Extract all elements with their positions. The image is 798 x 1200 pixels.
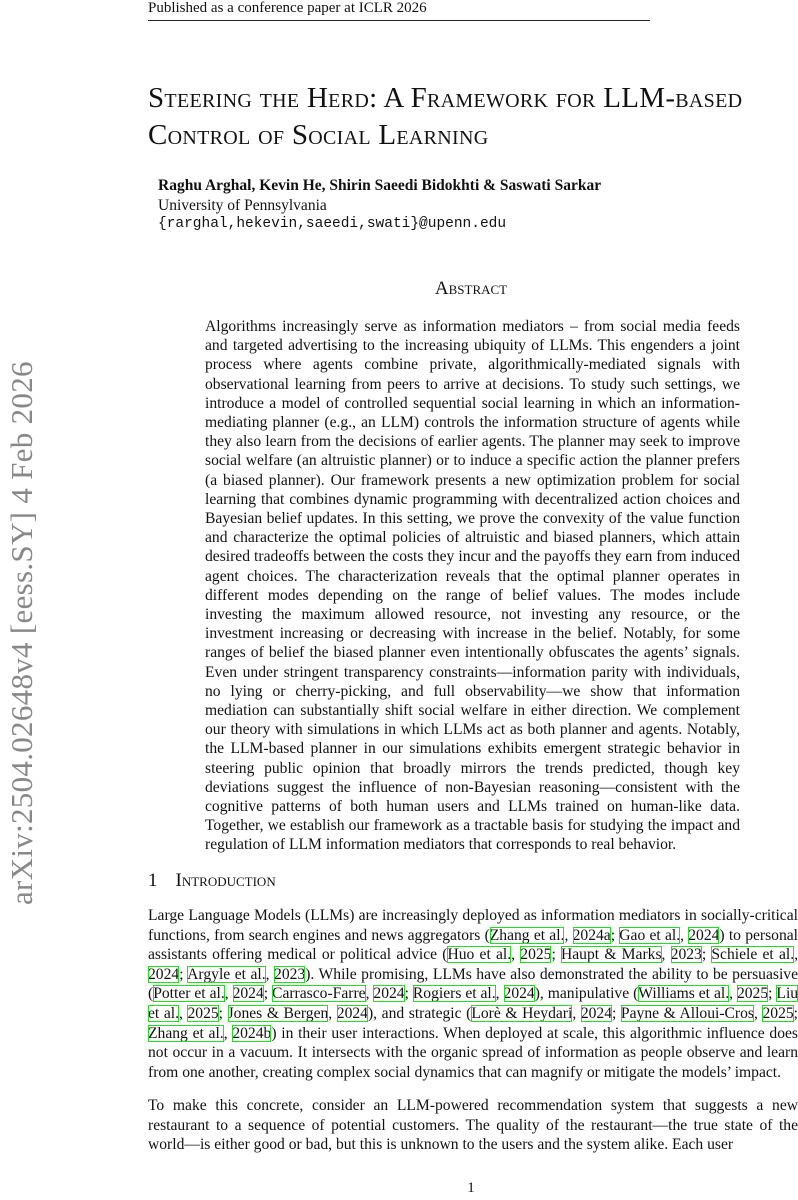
abstract-text: Algorithms increasingly serve as information mediators – from social media feeds and targeted advertising to the increasing ubiquity of LLMs. This engenders a joint process where agents combine private, algorithmically-mediated signals with observational learning from peers to arrive at decisions. To study such settings, we introduce a model of controlled sequential social learning in which an information-mediating planner (e.g., an LLM) controls the information structure of agents while they also learn from the decisions of earlier agents. The planner may seek to improve social welfare (an altruistic planner) or to induce a specific action the planner prefers (a biased planner). Our framework presents a new optimization problem for social learning that combines dynamic programming with decentralized action choices and Bayesian belief updates. In this setting, we prove the convexity of the value function and characterize the optimal policies of altruistic and biased planners, which attain desired tradeoffs between the costs they incur and the payoffs they earn from induced agent choices. The characterization reveals that the optimal planner operates in different modes depending on the range of belief values. The modes include investing the maximum allowed resource, not investing any resource, or the investment increasing or decreasing with increase in the belief. Notably, for some ranges of belief the biased planner even intentionally obfuscates the agents’ signals. Even under stringent transparency constraints—information parity with individuals, no lying or cherry-picking, and full observability—we show that information mediation can substantially shift social welfare in either direction. We complement our theory with simulations in which LLMs act as both planner and agents. Notably, the LLM-based planner in our simulations exhibits emergent strategic behavior in steering public opinion that broadly mirrors the trends predicted, though key deviations suggest the influence of non-Bayesian reasoning—consistent with the cognitive patterns of both human users and LLMs trained on human-like data. Together, we establish our framework as a tractable basis for studying the impact and regulation of LLM information mediators that corresponds to real behavior. [205,318,740,854]
citation-link[interactable]: 2025 [520,946,552,964]
citation-link[interactable]: Williams et al. [638,985,730,1003]
body-text: , [265,965,275,983]
body-text: , [328,1004,337,1022]
page-number: 1 [467,1180,475,1196]
intro-paragraph-2: To make this concrete, consider an LLM-powered recommendation system that suggests a new restaurant to a sequence of potential customers. The quality of the restaurant—the true state of the world—is either good or bad, but this is unknown to the users and the system alike. Each user [148,1097,798,1154]
citation-link[interactable]: 2024 [336,1004,368,1022]
citation-link[interactable]: Zhang et al. [489,926,565,944]
citation-link[interactable]: 2024a [572,926,611,944]
body-text: ; [179,965,188,983]
body-text: ), and strategic ( [367,1004,472,1022]
body-text: ; [263,985,273,1003]
citation-link[interactable]: 2023 [274,965,306,983]
citation-link[interactable]: Gao et al. [619,926,681,944]
citation-link[interactable]: Huo et al. [447,946,512,964]
body-text: ), manipulative ( [534,985,639,1003]
author-email[interactable]: {rarghal,hekevin,saeedi,swati}@upenn.edu [158,216,507,232]
intro-paragraph-1 [148,906,798,1082]
citation-link[interactable]: 2024 [503,985,535,1003]
author-block [158,176,601,235]
citation-link[interactable]: Rogiers et al. [412,985,496,1003]
body-text: ; [768,985,777,1003]
body-text: Large Language Models (LLMs) are increasingly deployed as information mediators in socially-critical functions, from search engines and news aggregators ( [148,907,798,944]
author-names: Raghu Arghal, Kevin He, Shirin Saeedi Bidokhti & Saswati Sarkar [158,177,602,194]
arxiv-identifier[interactable]: arXiv:2504.02648v4 [eess.SY] 4 Feb 2026 [4,361,39,905]
citation-link[interactable]: 2024 [148,965,180,983]
citation-link[interactable]: 2024 [373,985,405,1003]
body-text: ). While promising, LLMs have also demonstrated the ability to be persuasive ( [148,965,798,1003]
running-header: Published as a conference paper at ICLR 2026 [148,0,650,21]
body-text: , [224,985,233,1003]
section-title: Introduction [175,870,276,891]
body-text: , [680,926,689,944]
citation-link[interactable]: 2024 [580,1004,612,1022]
affiliation: University of Pennsylvania [158,196,327,214]
body-text: , [511,946,521,964]
body-text: , [572,1004,581,1022]
citation-link[interactable]: 2024b [232,1024,272,1042]
body-text: ) to personal assistants offering medical or political advice ( [148,926,798,964]
body-text: , [179,1004,188,1022]
citation-link[interactable]: Argyle et al. [187,965,266,983]
citation-link[interactable]: 2025 [762,1004,794,1022]
citation-link[interactable]: 2024 [688,926,720,944]
body-text: , [223,1024,233,1042]
body-text: , [365,985,374,1003]
citation-link[interactable]: Potter et al. [153,985,225,1003]
body-text: , [564,926,573,944]
body-text: ) in their user interactions. When deployed at scale, this algorithmic influence does not occur in a vacuum. It intersects with the organic spread of information as people observe and learn from one another, creating complex social dynamics that can magnify or mitigate the models’ impact. [148,1024,798,1081]
body-text: , [794,946,798,964]
body-text: ; [793,1004,798,1022]
citation-link[interactable]: 2023 [670,946,702,964]
citation-link[interactable]: Liu et al. [148,985,798,1022]
citation-link[interactable]: 2025 [736,985,769,1003]
body-text: , [753,1004,763,1022]
citation-link[interactable]: Carrasco-Farre [272,985,366,1003]
citation-link[interactable]: Jones & Bergen [227,1004,329,1022]
paper-title: Steering the Herd: A Framework for LLM-based Control of Social Learning [148,82,743,151]
body-text: ; [551,946,561,964]
body-text: ; [701,946,712,964]
citation-link[interactable]: Haupt & Marks [561,946,662,964]
abstract-heading: Abstract [434,278,508,299]
body-text: ; [218,1004,228,1022]
citation-link[interactable]: 2024 [232,985,264,1003]
body-text: , [661,946,671,964]
citation-link[interactable]: Schiele et al. [711,946,795,964]
section-heading [148,870,276,892]
citation-link[interactable]: Lorè & Heydari [471,1004,573,1022]
body-text: ; [610,926,620,944]
body-text: , [495,985,504,1003]
body-text: ; [612,1004,621,1022]
body-text: ; [404,985,413,1003]
citation-link[interactable]: Zhang et al. [148,1024,224,1042]
citation-link[interactable]: 2025 [187,1004,219,1022]
citation-link[interactable]: Payne & Alloui-Cros [620,1004,754,1022]
body-text: , [729,985,737,1003]
section-number: 1 [148,870,158,891]
